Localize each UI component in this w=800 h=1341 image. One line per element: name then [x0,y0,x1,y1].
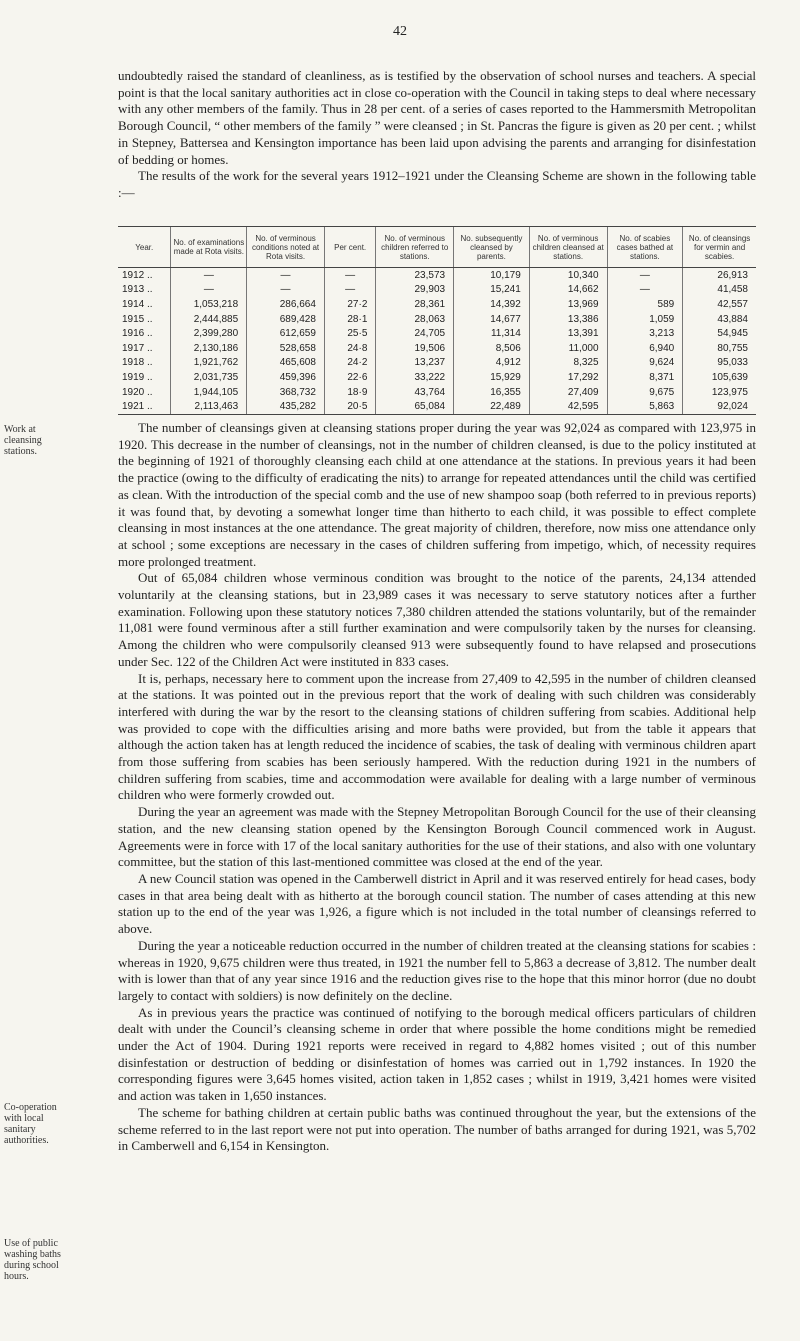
table-cell: 2,031,735 [171,370,247,385]
table-cell: — [171,268,247,283]
col-header-year: Year. [118,227,171,268]
table-cell: 13,237 [376,356,454,371]
table-cell: 24·8 [324,341,375,356]
paragraph: As in previous years the practice was continued of notifying to the borough medical officers particulars of children dealt with under the Council’s cleansing scheme in order that where possible the home conditions might be remedied under the Act of 1904. During 1921 reports were received in regard to 4,882 homes visited ; out of this number disinfestation or destruction of bedding or disinfestation of homes was carried out in 1,792 instances. In 1920 the corresponding figures were 3,645 homes visited, action taken in 1,852 cases ; whilst in 1919, 3,421 homes were visited and action was taken in 1,650 instances. [118,1004,756,1104]
table-cell: 54,945 [683,326,756,341]
table-body [118,268,756,415]
col-header-verminous-conditions: No. of verminous conditions noted at Rota visits. [247,227,325,268]
table-header-row [118,227,756,268]
table-cell: 29,903 [376,283,454,298]
table-cell: 80,755 [683,341,756,356]
table-cell: 24,705 [376,326,454,341]
table-cell-year: 1919 .. [122,371,153,383]
table-cell: 23,573 [376,268,454,283]
table-row [118,297,756,312]
table-cell: 18·9 [324,385,375,400]
table-cell: 15,241 [454,283,530,298]
table-cell: 14,392 [454,297,530,312]
table-cell: 689,428 [247,312,325,327]
table-cell: 2,399,280 [171,326,247,341]
table-cell: 528,658 [247,341,325,356]
table-cell: 22,489 [454,399,530,414]
table-cell: 465,608 [247,356,325,371]
table-cell: 9,624 [607,356,683,371]
table-cell: 1,944,105 [171,385,247,400]
paragraph: The scheme for bathing children at certain public baths was continued throughout the year, but the extensions of the scheme referred to in the last report were not put into operation. The number of baths arranged for during 1921, was 5,702 in Camberwell and 6,154 in Kensington. [118,1104,756,1154]
table-row [118,268,756,283]
table-cell: 14,677 [454,312,530,327]
table-cell: — [607,283,683,298]
table-cell-year: 1916 .. [122,328,153,340]
table-cell: — [324,268,375,283]
intro-paragraph: undoubtedly raised the standard of cleanliness, as is testified by the observation of school nurses and teachers. A special point is that the local sanitary authorities act in close co-operation with the Council in taking steps to deal where necessary with any other members of the family. Thus in 28 per cent. of a series of cases reported to the Hammersmith Metropolitan Borough Council, “ other members of the family ” were cleansed ; in St. Pancras the figure is given as 20 per cent. ; whilst in Stepney, Battersea and Kensington importance has been laid upon advising the parents and arranging for disinfestation of bedding or homes. [118,68,756,167]
table-cell: — [247,283,325,298]
table-cell: 5,863 [607,399,683,414]
paragraph: During the year a noticeable reduction occurred in the number of children treated at the cleansing stations for scabies : whereas in 1920, 9,675 children were thus treated, in 1921 the number fell to 5,863 a decrease of 3,812. The number dealt with is lower than that of any year since 1916 and the reduction gives rise to the hope that this minor horror (due no doubt largely to contact with soldiers) is now definitely on the decline. [118,937,756,1003]
table-cell: 41,458 [683,283,756,298]
table-cell: 27,409 [529,385,607,400]
table-cell: 8,506 [454,341,530,356]
table-cell: 2,113,463 [171,399,247,414]
col-header-scabies: No. of scabies cases bathed at stations. [607,227,683,268]
table-cell: 9,675 [607,385,683,400]
table-cell: 589 [607,297,683,312]
col-header-cleansed-by-parents: No. subsequently cleansed by parents. [454,227,530,268]
table-cell: 92,024 [683,399,756,414]
table-cell-year: 1914 .. [122,298,153,310]
table-row [118,385,756,400]
table-cell: 368,732 [247,385,325,400]
paragraph: The number of cleansings given at cleansing stations proper during the year was 92,024 as compared with 123,975 in 1920. This decrease in the number of cleansings, not in the number of children cleansed, is due to the policy instituted at the beginning of 1921 of thoroughly cleansing each child at one attendance at the stations. In previous years it had been the practice (owing to the difficulty of eradicating the nits) to arrange for repeated attendances until the child was certified as clean. With the introduction of the special comb and the use of new shampoo soap (both referred to in previous reports) it was found that, by devoting a somewhat longer time than hitherto to each child, it was possible to effect complete cleansing in most instances at the one attendance. The great majority of children, therefore, now miss one attendance only at school ; some exceptions are necessary in the cases of children suffering from impetigo, which, of necessity requires more prolonged treatment. [118,420,756,569]
page-number: 42 [393,24,407,39]
table-cell: 286,664 [247,297,325,312]
table-cell: 33,222 [376,370,454,385]
col-header-per-cent: Per cent. [324,227,375,268]
table-cell: 1,053,218 [171,297,247,312]
table-cell: 13,386 [529,312,607,327]
table-cell: 8,371 [607,370,683,385]
table-cell: — [247,268,325,283]
cleansing-results-table [118,226,756,415]
table-cell: 13,391 [529,326,607,341]
col-header-cleansed-at-stations: No. of verminous children cleansed at stations. [529,227,607,268]
table-cell: — [324,283,375,298]
table-cell: 28,361 [376,297,454,312]
paragraph: During the year an agreement was made with the Stepney Metropolitan Borough Council for the use of their cleansing station, and the new cleansing station opened by the Kensington Borough Council commenced work in August. Agreements were in force with 17 of the local sanitary authorities for the use of their stations, and also with one voluntary committee, but the station of this last-mentioned committee was closed at the end of the year. [118,804,756,870]
table-cell: 6,940 [607,341,683,356]
table-cell: 8,325 [529,356,607,371]
table-cell: 105,639 [683,370,756,385]
col-header-examinations: No. of examinations made at Rota visits. [171,227,247,268]
table-cell-year: 1918 .. [122,357,153,369]
table-cell-year: 1912 .. [122,269,153,281]
table-cell: 28·1 [324,312,375,327]
table-cell: 27·2 [324,297,375,312]
table-cell: 10,340 [529,268,607,283]
table-cell: 123,975 [683,385,756,400]
col-header-total-cleansings: No. of cleansings for vermin and scabies. [683,227,756,268]
table-cell: 25·5 [324,326,375,341]
table-cell: 20·5 [324,399,375,414]
table-row [118,283,756,298]
sidenote-public-baths: Use of public washing baths during school hours. [4,1238,61,1282]
table-cell: — [607,268,683,283]
table-cell: 459,396 [247,370,325,385]
intro-paragraph: The results of the work for the several years 1912–1921 under the Cleansing Scheme are shown in the following table :— [118,168,756,200]
paragraph: A new Council station was opened in the Camberwell district in April and it was reserved entirely for head cases, body cases in that area being dealt with as hitherto at the borough council station. The number of cases attending at this new station up to the end of the year was 1,926, a figure which is not included in the total number of cleansings referred to above. [118,870,756,937]
table-cell: 95,033 [683,356,756,371]
table-row [118,341,756,356]
table-cell: 43,764 [376,385,454,400]
table-cell: — [171,283,247,298]
table-cell: 13,969 [529,297,607,312]
table-cell: 16,355 [454,385,530,400]
table-cell: 2,444,885 [171,312,247,327]
intro-text [118,68,756,202]
table-cell: 435,282 [247,399,325,414]
table-cell: 26,913 [683,268,756,283]
table-cell: 22·6 [324,370,375,385]
main-text [118,420,756,1155]
sidenote-cooperation: Co-operation with local sanitary authorities. [4,1102,57,1146]
table-cell: 1,059 [607,312,683,327]
table-row [118,312,756,327]
paragraph: Out of 65,084 children whose verminous condition was brought to the notice of the parents, 24,134 attended voluntarily at the cleansing stations, but in 23,989 cases it was necessary to serve statutory notices after a further examination. Following upon these statutory notices 7,380 children attended the stations voluntarily, but of the remainder 11,081 were found verminous after a still further examination and were compulsorily taken by the nurses for cleansing. Among the children who were compulsorily cleansed 913 were subsequently found to have relapsed and prosecutions under Sec. 122 of the Children Act were instituted in 833 cases. [118,570,756,669]
table-cell: 65,084 [376,399,454,414]
table-cell-year: 1915 .. [122,313,153,325]
table-cell: 42,595 [529,399,607,414]
table-cell: 28,063 [376,312,454,327]
table-cell: 43,884 [683,312,756,327]
table-cell: 2,130,186 [171,341,247,356]
table-cell-year: 1921 .. [118,399,171,414]
table-cell-year: 1913 .. [122,284,153,296]
table-cell: 15,929 [454,370,530,385]
table-cell: 24·2 [324,356,375,371]
table-cell: 10,179 [454,268,530,283]
table-row [118,370,756,385]
table-cell: 42,557 [683,297,756,312]
paragraph: It is, perhaps, necessary here to comment upon the increase from 27,409 to 42,595 in the number of children cleansed at the stations. It was pointed out in the previous report that the work of dealing with such children was considerably interfered with during the war by the resort to the cleansing stations of children suffering from scabies. Additional help was provided to cope with the difficulties arising and more baths were provided, but from the table it appears that although the action taken has at length reduced the incidence of scabies, the task of dealing with verminous children apart from those suffering from scabies has been seriously hampered. With the reduction during 1921 in the numbers of children suffering from scabies, time and accommodation were available for dealing with a large number of verminous children who were formerly crowded out. [118,670,756,803]
table-cell: 14,662 [529,283,607,298]
table-cell: 3,213 [607,326,683,341]
sidenote-work-at-stations: Work at cleansing stations. [4,424,42,457]
table-row [118,399,756,414]
table-cell: 17,292 [529,370,607,385]
table-row [118,326,756,341]
table-cell: 11,314 [454,326,530,341]
table-cell: 11,000 [529,341,607,356]
table-cell: 4,912 [454,356,530,371]
table-cell-year: 1920 .. [122,386,153,398]
table-cell: 19,506 [376,341,454,356]
table-cell: 1,921,762 [171,356,247,371]
table-cell-year: 1917 .. [122,342,153,354]
col-header-referred: No. of verminous children referred to stations. [376,227,454,268]
table-cell: 612,659 [247,326,325,341]
table-row [118,356,756,371]
